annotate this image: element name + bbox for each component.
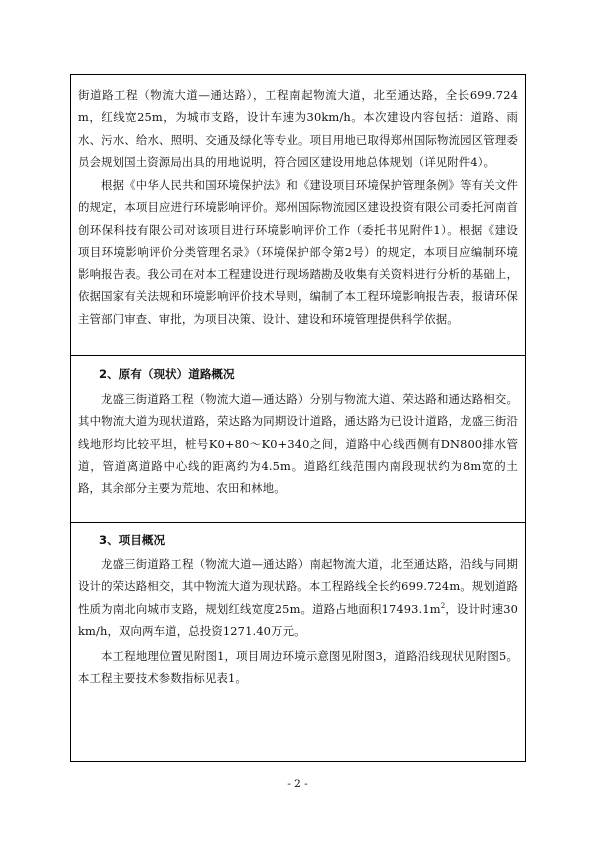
page-number: - 2 - [287, 778, 308, 790]
section2-paragraph: 龙盛三街道路工程（物流大道—通达路）分别与物流大道、荣达路和通达路相交。其中物流大道为现状道路，荣达路为同期设计道路，通达路为已设计道路，龙盛三街沿线地形均比较平坦，桩号K0+80～K0+340之间，道路中心线西侧有DN800排水管道，管道离道路中心线的距离约为4.5m。道路红线范围内南段现状约为8m宽的土路，其余部分主要为荒地、农田和林地。 [78, 392, 518, 496]
section3-paragraph-1-text-b: ，设计时速30km/h，双向两车道，总投资1271.40万元。 [78, 601, 519, 638]
section3-paragraph-2: 本工程地理位置见附图1，项目周边环境示意图见附图3，道路沿线现状见附图5。本工程主要技术参数指标见表1。 [78, 649, 518, 686]
section1-paragraph-1: 街道路工程（物流大道—通达路），工程南起物流大道，北至通达路，全长699.724m，红线宽25m，为城市支路，设计车速为30km/h。本次建设内容包括：道路、雨水、污水、给水、照明、交通及绿化等专业。项目用地已取得郑州国际物流园区管理委员会规划国土资源局出具的用地说明，符合园区建设用地总体规划（详见附件4）。 [78, 88, 518, 169]
section3-paragraph-1-text-a: 龙盛三街道路工程（物流大道—通达路）南起物流大道，北至通达路，沿线与同期设计的荣达路相交，其中物流大道为现状路。本工程路线全长约699.724m。规划道路性质为南北向城市支路，规划红线宽度25m。道路占地面积17493.1m [78, 557, 518, 616]
section3-heading: 3、项目概况 [99, 533, 166, 547]
section3-paragraph-1 [78, 553, 518, 642]
section1-paragraph-2: 根据《中华人民共和国环境保护法》和《建设项目环境保护管理条例》等有关文件的规定，本项目应进行环境影响评价。郑州国际物流园区建设投资有限公司委托河南首创环保科技有限公司对该项目进行环境影响评价工作（委托书见附件1）。根据《建设项目环境影响评价分类管理名录》（环境保护部令第2号）的规定，本项目应编制环境影响报告表。我公司在对本工程建设进行现场踏勘及收集有关资料进行分析的基础上，依据国家有关法规和环境影响评价技术导则，编制了本工程环境影响报告表，报请环保主管部门审查、审批，为项目决策、设计、建设和环境管理提供科学依据。 [78, 178, 518, 326]
content-table-frame [70, 74, 526, 762]
section-divider-2 [71, 522, 525, 523]
section2-heading: 2、原有（现状）道路概况 [99, 367, 235, 381]
area-unit-superscript: 2 [440, 601, 446, 610]
section-divider-1 [71, 355, 525, 356]
